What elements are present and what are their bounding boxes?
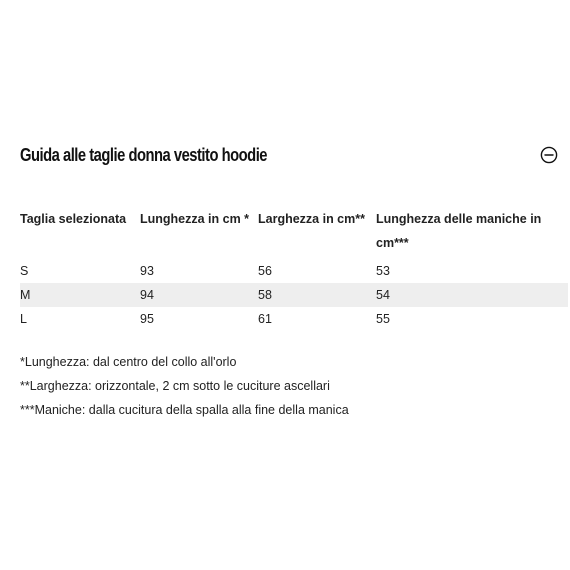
header-width: Larghezza in cm** bbox=[258, 212, 365, 226]
cell-sleeve-length: 54 bbox=[376, 283, 568, 307]
cell-sleeve-length: 53 bbox=[376, 264, 390, 278]
cell-length: 94 bbox=[140, 283, 258, 307]
size-table bbox=[20, 207, 568, 331]
cell-width: 61 bbox=[258, 312, 272, 326]
footnote-length: *Lunghezza: dal centro del collo all'orlo bbox=[20, 355, 237, 369]
header-sleeve-length: Lunghezza delle maniche in cm*** bbox=[376, 212, 542, 250]
cell-length: 93 bbox=[140, 264, 154, 278]
table-row bbox=[20, 307, 568, 331]
cell-width: 58 bbox=[258, 283, 376, 307]
table-row bbox=[20, 259, 568, 283]
cell-size: M bbox=[20, 283, 140, 307]
collapse-button[interactable] bbox=[540, 146, 558, 164]
size-guide-title: Guida alle taglie donna vestito hoodie bbox=[20, 145, 268, 165]
cell-length: 95 bbox=[140, 312, 154, 326]
table-header-row bbox=[20, 207, 568, 259]
footnote-width: **Larghezza: orizzontale, 2 cm sotto le cuciture ascellari bbox=[20, 379, 330, 393]
footnotes bbox=[20, 350, 560, 422]
cell-size: L bbox=[20, 312, 27, 326]
header-size: Taglia selezionata bbox=[20, 212, 127, 226]
cell-width: 56 bbox=[258, 264, 272, 278]
minus-circle-icon bbox=[540, 146, 558, 164]
table-row bbox=[20, 283, 568, 307]
footnote-sleeve: ***Maniche: dalla cucitura della spalla alla fine della manica bbox=[20, 403, 349, 417]
cell-size: S bbox=[20, 264, 29, 278]
header-length: Lunghezza in cm * bbox=[140, 212, 250, 226]
cell-sleeve-length: 55 bbox=[376, 312, 390, 326]
size-guide-header[interactable] bbox=[20, 141, 560, 169]
